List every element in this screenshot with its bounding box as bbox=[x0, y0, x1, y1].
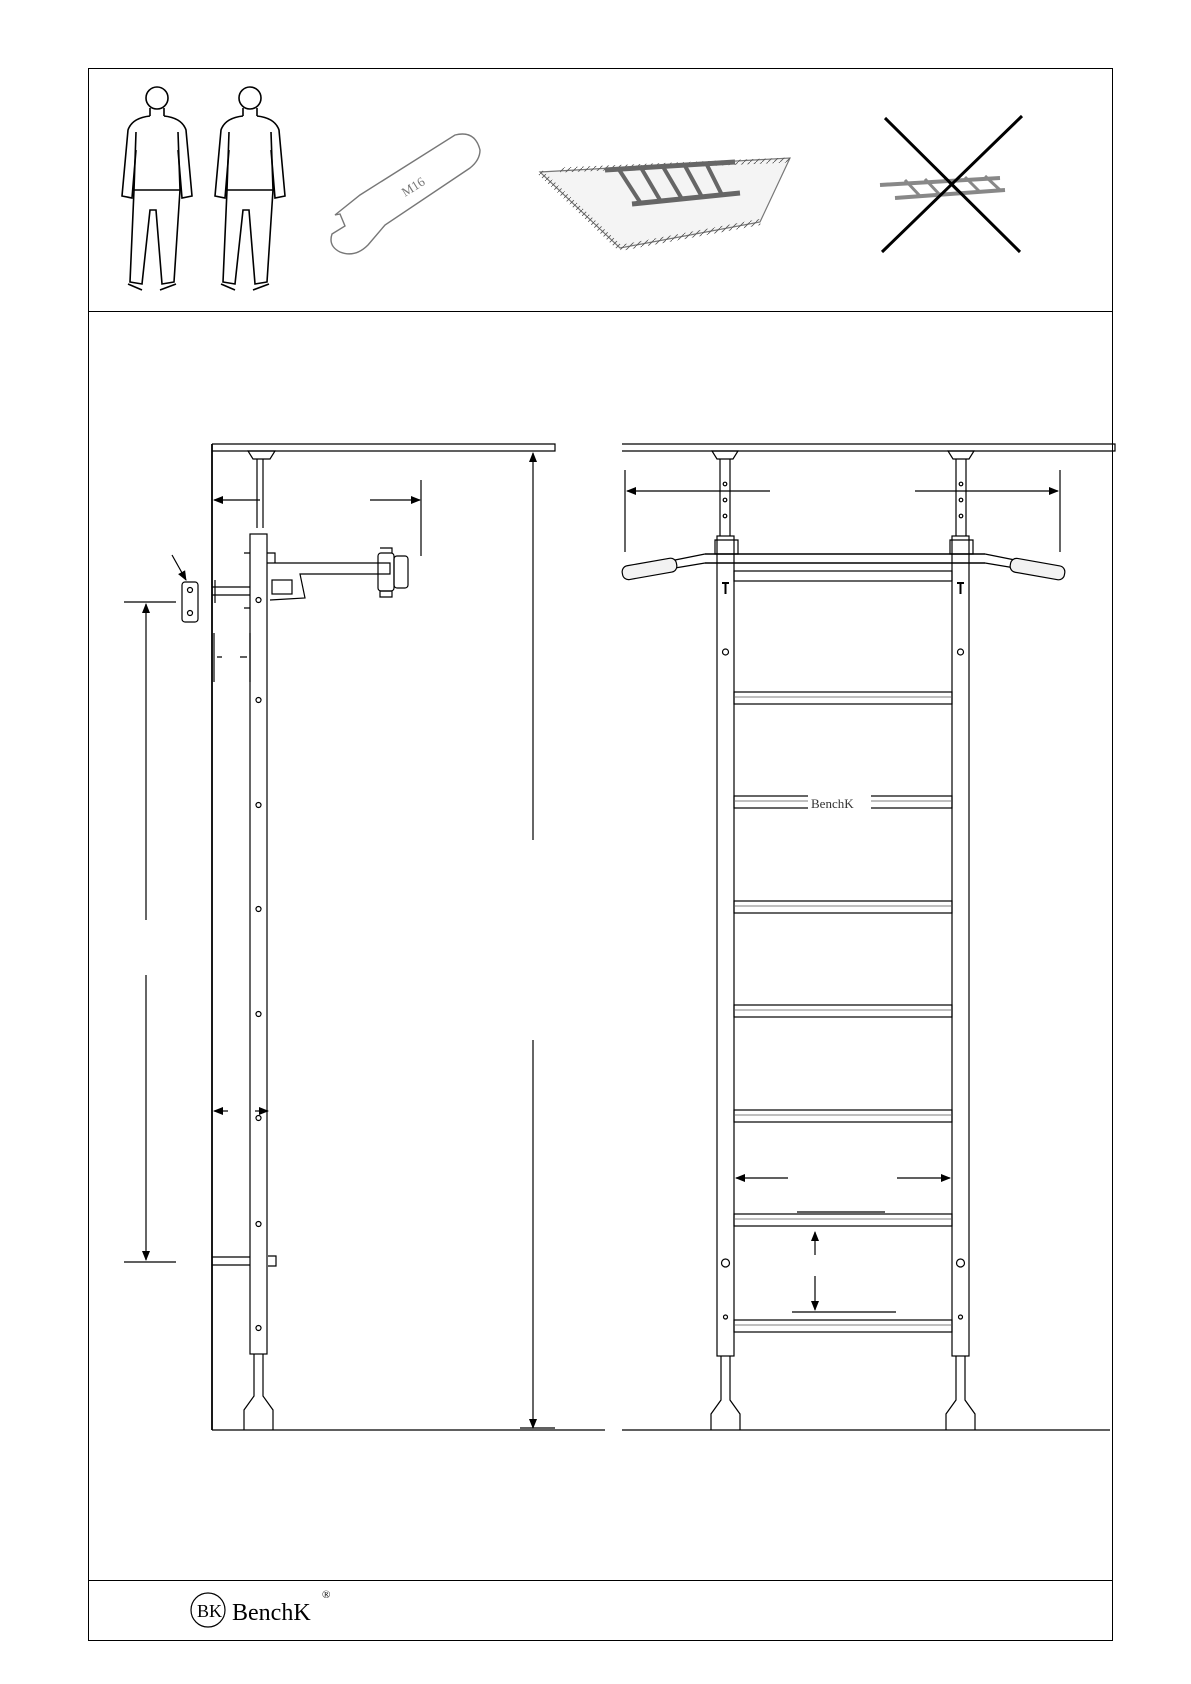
person-figure bbox=[215, 87, 285, 290]
front-view-diagram bbox=[621, 444, 1115, 1430]
logo-monogram: BK bbox=[197, 1601, 223, 1621]
no-ladder-on-floor-icon bbox=[880, 116, 1022, 252]
upright-holes bbox=[256, 598, 261, 1331]
ladder-rungs bbox=[734, 571, 952, 1332]
right-grip bbox=[1009, 557, 1066, 580]
wrench-icon bbox=[331, 134, 480, 254]
wrench-size-label: M16 bbox=[398, 173, 428, 200]
rung-brand-text: BenchK bbox=[811, 796, 854, 811]
side-view-diagram bbox=[124, 444, 605, 1430]
rung-brand-label bbox=[808, 795, 871, 811]
brand-name: BenchK bbox=[232, 1600, 311, 1626]
person-figure bbox=[122, 87, 192, 290]
ladder-on-floor-icon bbox=[540, 158, 790, 248]
left-grip bbox=[621, 557, 678, 580]
brand-logo bbox=[191, 1589, 330, 1627]
two-people-icon bbox=[122, 87, 285, 290]
registered-mark: ® bbox=[322, 1589, 331, 1601]
